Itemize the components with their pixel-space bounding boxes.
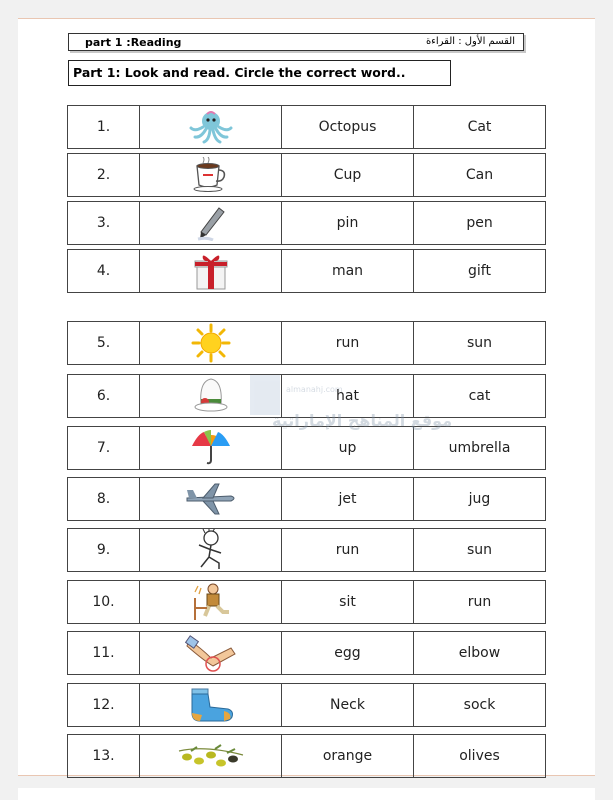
word-option-2[interactable]: Cat (467, 119, 492, 135)
word-option-2[interactable]: sun (466, 542, 493, 558)
table-row (67, 477, 546, 521)
elbow-icon (140, 632, 282, 674)
table-row (67, 426, 546, 470)
word-option-1[interactable]: Cup (282, 154, 414, 196)
row-number: 8. (68, 478, 140, 520)
table-row (67, 153, 546, 197)
table-row (67, 528, 546, 572)
gift-icon (140, 250, 282, 292)
sock-icon (140, 684, 282, 726)
word-option-1[interactable]: run (282, 529, 414, 571)
word-option-1[interactable]: man (282, 250, 414, 292)
word-option-1[interactable]: egg (282, 632, 414, 674)
table-row (67, 249, 546, 293)
row-number: 9. (68, 529, 140, 571)
word-option-1[interactable]: jet (282, 478, 414, 520)
word-option-2[interactable]: cat (468, 388, 491, 404)
word-option-2[interactable]: jug (468, 491, 491, 507)
next-page-edge (18, 788, 595, 800)
table-row (67, 683, 546, 727)
sitting-boy-icon (140, 581, 282, 623)
word-option-2[interactable]: olives (459, 748, 500, 764)
row-number: 6. (68, 375, 140, 417)
word-option-1[interactable]: pin (282, 202, 414, 244)
word-option-2[interactable]: sock (463, 697, 496, 713)
word-option-1[interactable]: Octopus (282, 106, 414, 148)
row-number: 10. (68, 581, 140, 623)
pen-icon (140, 202, 282, 244)
section-header (68, 33, 524, 51)
section-title-en: part 1 :Reading (85, 36, 182, 49)
running-boy-icon (140, 529, 282, 571)
table-row (67, 631, 546, 675)
watermark-site: almanahj.com (286, 385, 343, 394)
jet-icon (140, 478, 282, 520)
row-number: 1. (68, 106, 140, 148)
watermark-text: موقع المناهج الإماراتية (272, 411, 453, 430)
word-option-1[interactable]: hat (282, 375, 414, 417)
word-option-1[interactable]: Neck (282, 684, 414, 726)
word-option-2[interactable]: sun (466, 335, 493, 351)
word-option-1[interactable]: orange (282, 735, 414, 777)
row-number: 2. (68, 154, 140, 196)
table-row (67, 201, 546, 245)
table-row (67, 734, 546, 778)
row-number: 7. (68, 427, 140, 469)
table-row (67, 321, 546, 365)
watermark (250, 375, 453, 431)
word-option-1[interactable]: sit (282, 581, 414, 623)
word-option-1[interactable]: up (282, 427, 414, 469)
umbrella-icon (140, 427, 282, 469)
octopus-icon (140, 106, 282, 148)
row-number: 12. (68, 684, 140, 726)
sun-icon (140, 322, 282, 364)
cup-icon (140, 154, 282, 196)
word-option-2[interactable]: pen (466, 215, 493, 231)
worksheet-page (18, 18, 595, 776)
olives-icon (140, 735, 282, 777)
row-number: 13. (68, 735, 140, 777)
word-option-2[interactable]: run (467, 594, 492, 610)
word-option-2[interactable]: gift (468, 263, 491, 279)
row-number: 11. (68, 632, 140, 674)
watermark-logo-icon (250, 375, 280, 415)
word-option-1[interactable]: run (282, 322, 414, 364)
row-number: 3. (68, 202, 140, 244)
instruction-box: Part 1: Look and read. Circle the correct word.. (68, 60, 451, 86)
row-number: 5. (68, 322, 140, 364)
word-option-2[interactable]: Can (465, 167, 494, 183)
word-option-2[interactable]: umbrella (448, 440, 511, 456)
table-row (67, 580, 546, 624)
table-row (67, 105, 546, 149)
section-title-ar: القسم الأول : القراءة (425, 36, 515, 47)
row-number: 4. (68, 250, 140, 292)
word-option-2[interactable]: elbow (458, 645, 501, 661)
